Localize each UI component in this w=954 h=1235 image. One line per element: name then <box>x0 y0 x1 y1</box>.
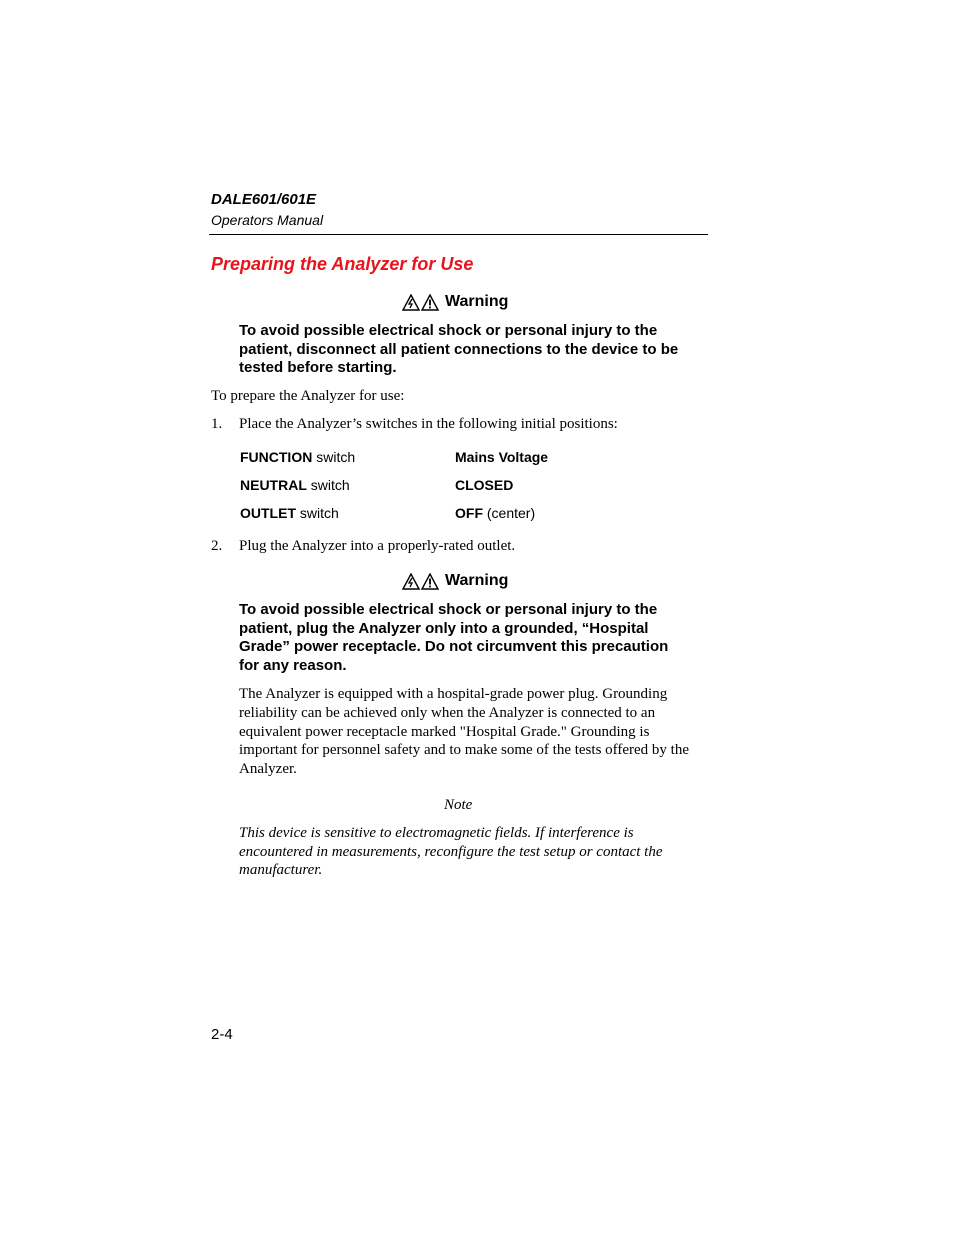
intro-text: To prepare the Analyzer for use: <box>211 388 405 404</box>
step-1 <box>211 415 691 434</box>
switch-suffix: switch <box>312 449 356 465</box>
step-text: Plug the Analyzer into a properly-rated outlet. <box>239 538 516 554</box>
switch-row-function <box>240 449 355 465</box>
step-number: 1. <box>211 416 223 432</box>
switch-value-function <box>455 449 548 465</box>
switch-suffix: switch <box>306 477 350 493</box>
note-text: This device is sensitive to electromagnetic fields. If interference is encountered in measurements, reconfigure the test setup or contact the manufacturer. <box>239 825 663 879</box>
switch-value-suffix: (center) <box>483 505 536 521</box>
doc-subtitle: Operators Manual <box>211 212 324 228</box>
page-number: 2-4 <box>211 1026 233 1043</box>
switch-value-outlet <box>455 505 535 521</box>
warning-label: Warning <box>445 572 509 589</box>
switch-row-neutral <box>240 477 350 493</box>
switch-value: CLOSED <box>455 477 514 493</box>
switch-suffix: switch <box>296 505 339 521</box>
doc-title: DALE601/601E <box>211 191 317 208</box>
grounding-paragraph: The Analyzer is equipped with a hospital-grade power plug. Grounding reliability can be achieved only when the Analyzer is connected to an equivalent power receptacle marked "Hospital Grade." Grounding is important for personnel safety and to make some of the tests offered by the Analyzer. <box>239 686 690 778</box>
switch-name: OUTLET <box>240 505 296 521</box>
shock-hazard-icon <box>402 573 420 590</box>
warning-heading <box>402 293 508 311</box>
step-2 <box>211 537 691 556</box>
switch-value-neutral <box>455 477 513 493</box>
switch-row-outlet <box>240 505 339 521</box>
warning-heading <box>402 572 508 590</box>
switch-name: NEUTRAL <box>240 477 307 493</box>
shock-hazard-icon <box>402 294 420 311</box>
warning-label: Warning <box>445 293 509 310</box>
warning-text: To avoid possible electrical shock or personal injury to the patient, plug the Analyzer only into a grounded, “Hospital Grade” power receptacle. Do not circumvent this precaution for any reason. <box>239 601 669 674</box>
note-heading: Note <box>444 797 473 813</box>
warning-text: To avoid possible electrical shock or personal injury to the patient, disconnect all patient connections to the device to be tested before starting. <box>239 322 679 377</box>
step-number: 2. <box>211 538 223 554</box>
switch-value: Mains Voltage <box>455 449 549 465</box>
caution-triangle-icon <box>421 294 439 311</box>
switch-name: FUNCTION <box>240 449 313 465</box>
section-title: Preparing the Analyzer for Use <box>211 254 474 274</box>
switch-value: OFF <box>455 505 483 521</box>
step-text: Place the Analyzer’s switches in the following initial positions: <box>239 416 618 432</box>
header-rule <box>209 234 708 235</box>
caution-triangle-icon <box>421 573 439 590</box>
